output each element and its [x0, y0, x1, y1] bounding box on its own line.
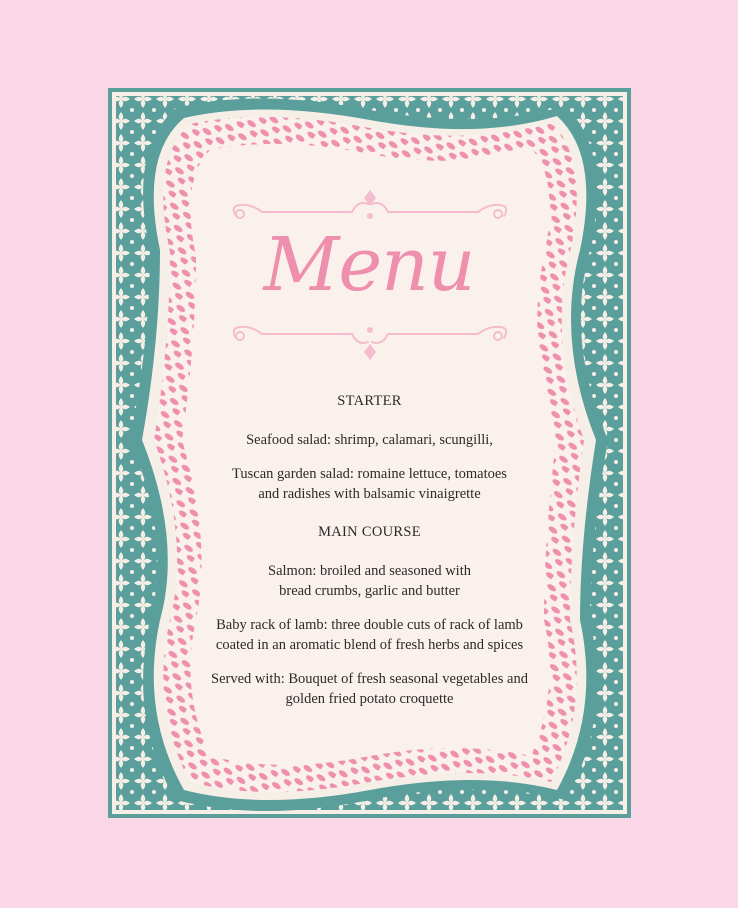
menu-item-line: Salmon: broiled and seasoned with	[268, 562, 471, 579]
menu-item	[108, 430, 631, 451]
menu-item-line: coated in an aromatic blend of fresh herbs and spices	[215, 637, 524, 653]
menu-item	[108, 561, 631, 602]
menu-item-line: bread crumbs, garlic and butter	[279, 583, 460, 599]
menu-item-line: and radishes with balsamic vinaigrette	[258, 486, 481, 502]
section-main-course	[108, 524, 631, 710]
section-starter	[108, 393, 631, 505]
menu-item	[108, 669, 631, 710]
section-heading: STARTER	[337, 393, 402, 409]
section-heading: MAIN COURSE	[318, 523, 421, 540]
menu-content	[108, 393, 631, 723]
menu-item	[108, 464, 631, 505]
menu-item-line: golden fried potato croquette	[285, 691, 454, 707]
menu-item	[108, 615, 631, 656]
menu-item-line: Baby rack of lamb: three double cuts of rack of lamb	[216, 616, 523, 633]
menu-item-line: Seafood salad: shrimp, calamari, scungilli,	[246, 432, 493, 448]
menu-item-line: Tuscan garden salad: romaine lettuce, tomatoes	[232, 465, 507, 482]
menu-title: Menu	[263, 222, 475, 308]
menu-item-line: Served with: Bouquet of fresh seasonal vegetables and	[211, 670, 528, 687]
